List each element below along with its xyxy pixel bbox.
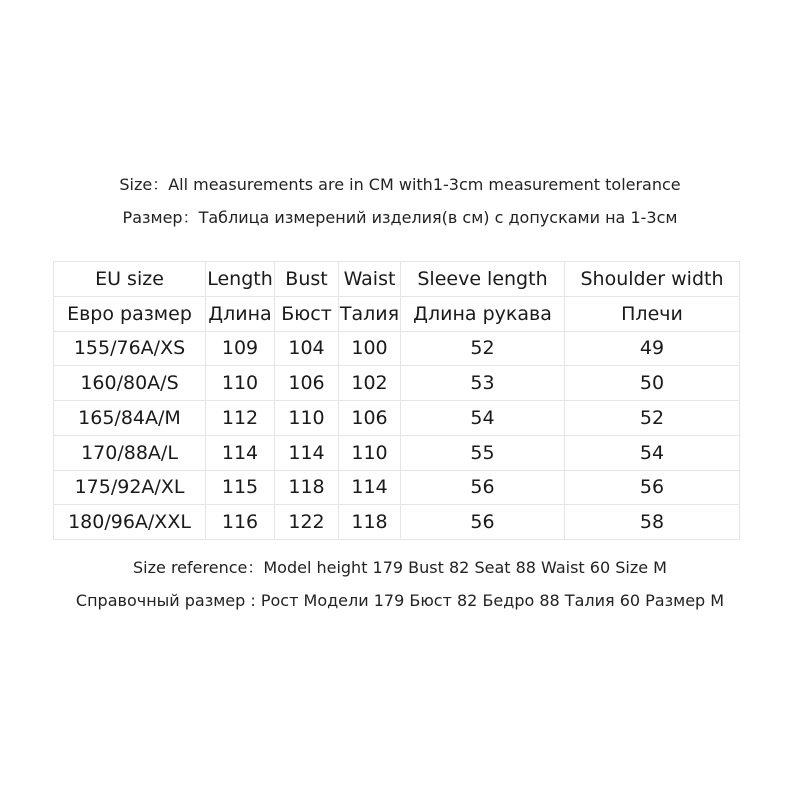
- table-cell: 122: [275, 505, 339, 540]
- table-cell: 116: [206, 505, 275, 540]
- table-row: [54, 366, 740, 401]
- table-cell: 56: [401, 505, 565, 540]
- table-row: [54, 331, 740, 366]
- table-cell: 112: [206, 401, 275, 436]
- size-reference-english: Size reference：Model height 179 Bust 82 Seat 88 Waist 60 Size M: [133, 558, 667, 577]
- table-cell: 56: [565, 470, 740, 505]
- table-cell: 155/76A/XS: [54, 331, 206, 366]
- header-row-russian: [54, 296, 740, 331]
- table-cell: 114: [275, 435, 339, 470]
- table-row: [54, 401, 740, 436]
- table-cell: 54: [401, 401, 565, 436]
- header-cell: Бюст: [275, 296, 339, 331]
- table-cell: 50: [565, 366, 740, 401]
- table-cell: 110: [275, 401, 339, 436]
- size-note-russian: Размер：Таблица измерений изделия(в см) с допусками на 1-3см: [122, 208, 678, 227]
- header-cell: Плечи: [565, 296, 740, 331]
- table-cell: 115: [206, 470, 275, 505]
- table-cell: 106: [275, 366, 339, 401]
- header-cell: EU size: [54, 262, 206, 297]
- table-cell: 160/80A/S: [54, 366, 206, 401]
- table-row: [54, 505, 740, 540]
- table-cell: 100: [339, 331, 401, 366]
- table-cell: 110: [339, 435, 401, 470]
- table-cell: 114: [206, 435, 275, 470]
- table-cell: 118: [339, 505, 401, 540]
- table-cell: 114: [339, 470, 401, 505]
- table-cell: 102: [339, 366, 401, 401]
- header-cell: Bust: [275, 262, 339, 297]
- table-cell: 175/92A/XL: [54, 470, 206, 505]
- size-chart-table: [53, 261, 740, 540]
- table-cell: 56: [401, 470, 565, 505]
- header-row-english: [54, 262, 740, 297]
- table-cell: 170/88A/L: [54, 435, 206, 470]
- table-cell: 104: [275, 331, 339, 366]
- header-cell: Талия: [339, 296, 401, 331]
- table-cell: 52: [565, 401, 740, 436]
- table-cell: 54: [565, 435, 740, 470]
- table-cell: 49: [565, 331, 740, 366]
- header-cell: Waist: [339, 262, 401, 297]
- header-cell: Евро размер: [54, 296, 206, 331]
- size-reference-russian: Справочный размер : Рост Модели 179 Бюст 82 Бедро 88 Талия 60 Размер M: [75, 591, 725, 610]
- table-cell: 165/84A/M: [54, 401, 206, 436]
- table-cell: 118: [275, 470, 339, 505]
- header-cell: Длина рукава: [401, 296, 565, 331]
- table-cell: 110: [206, 366, 275, 401]
- table-cell: 53: [401, 366, 565, 401]
- header-cell: Длина: [206, 296, 275, 331]
- header-cell: Length: [206, 262, 275, 297]
- table-cell: 109: [206, 331, 275, 366]
- table-cell: 52: [401, 331, 565, 366]
- table-cell: 55: [401, 435, 565, 470]
- size-note-english: Size：All measurements are in CM with1-3cm measurement tolerance: [119, 175, 681, 194]
- table-cell: 180/96A/XXL: [54, 505, 206, 540]
- table-cell: 58: [565, 505, 740, 540]
- table-cell: 106: [339, 401, 401, 436]
- table-row: [54, 470, 740, 505]
- table-row: [54, 435, 740, 470]
- header-cell: Shoulder width: [565, 262, 740, 297]
- header-cell: Sleeve length: [401, 262, 565, 297]
